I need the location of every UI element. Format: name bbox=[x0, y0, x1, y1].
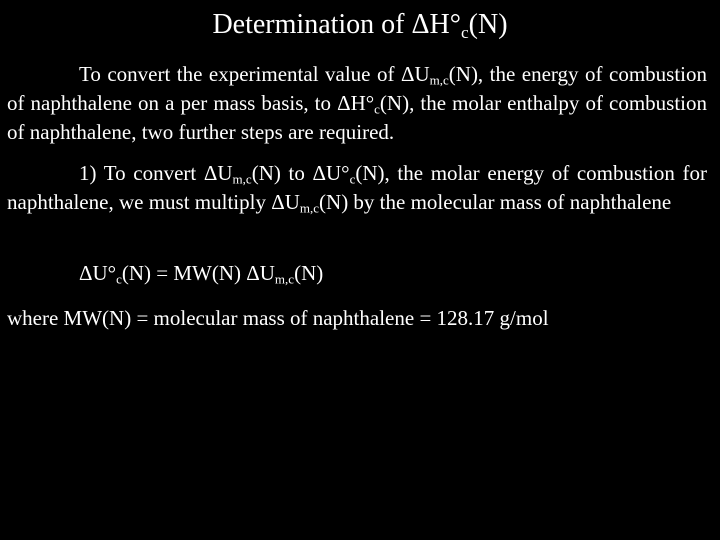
step1-text-4: (N) by the molecular mass of naphthalene bbox=[319, 190, 672, 214]
intro-symbol-2: ΔH° bbox=[337, 91, 375, 115]
slide-title bbox=[0, 8, 720, 42]
step1-symbol-3: ΔU bbox=[271, 190, 300, 214]
step1-text-3: (N), the molar energy of combustion for naphthalene, we must multiply bbox=[7, 161, 707, 214]
intro-subscript-1: m,c bbox=[429, 72, 449, 88]
step1-paragraph bbox=[7, 159, 707, 217]
equation-symbol-2: ΔU bbox=[246, 261, 275, 285]
step1-symbol-2: ΔU° bbox=[312, 161, 350, 185]
step1-symbol-1: ΔU bbox=[203, 161, 233, 185]
equation-text-1: (N) = MW(N) bbox=[121, 261, 247, 285]
equation-subscript-2: m,c bbox=[274, 271, 295, 287]
where-definition: where MW(N) = molecular mass of naphthalene = 128.17 g/mol bbox=[7, 306, 549, 330]
step1-text-2: (N) to bbox=[251, 161, 313, 185]
step1-subscript-3: m,c bbox=[299, 200, 320, 216]
equation-text-2: (N) bbox=[294, 261, 324, 285]
title-symbol: ΔH° bbox=[411, 9, 461, 40]
title-suffix: (N) bbox=[468, 9, 508, 40]
intro-symbol-1: ΔU bbox=[400, 62, 430, 86]
title-text: Determination of bbox=[212, 9, 412, 40]
intro-text-3: (N), the molar enthalpy of combustion of naphthalene, two further steps are required. bbox=[7, 91, 708, 144]
step1-subscript-2: c bbox=[349, 171, 356, 187]
title-subscript: c bbox=[460, 23, 469, 43]
intro-text-2: (N), the energy of combustion of naphthalene on a per mass basis, to bbox=[7, 62, 707, 115]
equation bbox=[79, 259, 323, 288]
intro-paragraph bbox=[7, 60, 707, 147]
step1-subscript-1: m,c bbox=[232, 171, 252, 187]
intro-text-1: To convert the experimental value of bbox=[79, 62, 401, 86]
step1-text-1: 1) To convert bbox=[79, 161, 204, 185]
intro-subscript-2: c bbox=[374, 101, 380, 117]
equation-subscript-1: c bbox=[116, 271, 122, 287]
equation-symbol-1: ΔU° bbox=[79, 261, 117, 285]
